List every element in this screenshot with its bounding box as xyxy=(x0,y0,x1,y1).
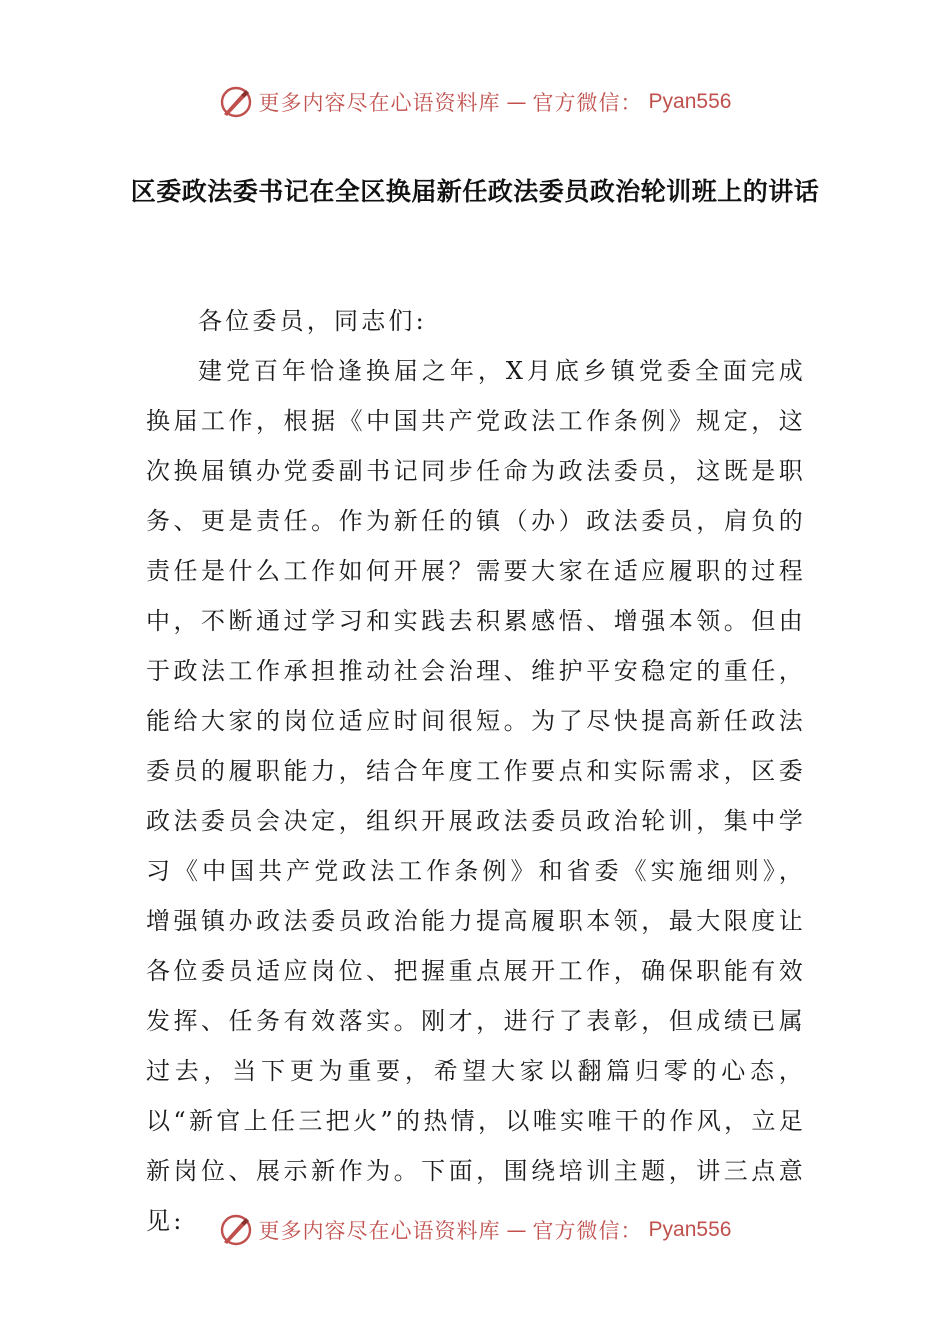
watermark-official: 官方微信： xyxy=(532,1219,643,1243)
document-body xyxy=(146,296,806,1246)
watermark-brand: 更多内容尽在心语资料库 xyxy=(258,1219,501,1243)
salutation: 各位委员，同志们: xyxy=(198,307,427,335)
pen-logo-icon xyxy=(219,1213,253,1247)
watermark-wechat-id: Pyan556 xyxy=(648,90,732,113)
document-title: 区委政法委书记在全区换届新任政法委员政治轮训班上的讲话 xyxy=(130,177,820,206)
watermark-wechat-id: Pyan556 xyxy=(648,1218,732,1241)
watermark-separator: — xyxy=(506,90,527,114)
footer-watermark xyxy=(0,1210,950,1250)
watermark-brand: 更多内容尽在心语资料库 xyxy=(258,91,501,115)
header-watermark xyxy=(0,82,950,122)
paragraph: 建党百年恰逢换届之年，X月底乡镇党委全面完成换届工作，根据《中国共产党政法工作条例》规定，这次换届镇办党委副书记同步任命为政法委员，这既是职务、更是责任。作为新任的镇（办）政法委员，肩负的责任是什么工作如何开展？需要大家在适应履职的过程中，不断通过学习和实践去积累感悟、增强本领。但由于政法工作承担推动社会治理、维护平安稳定的重任，能给大家的岗位适应时间很短。为了尽快提高新任政法委员的履职能力，结合年度工作要点和实际需求，区委政法委员会决定，组织开展政法委员政治轮训，集中学习《中国共产党政法工作条例》和省委《实施细则》，增强镇办政法委员政治能力提高履职本领，最大限度让各位委员适应岗位、把握重点展开工作，确保职能有效发挥、任务有效落实。刚才，进行了表彰，但成绩已属过去，当下更为重要，希望大家以翻篇归零的心态，以“新官上任三把火”的热情，以唯实唯干的作风，立足新岗位、展示新作为。下面，围绕培训主题，讲三点意见: xyxy=(146,357,806,1235)
watermark-official: 官方微信： xyxy=(532,91,643,115)
pen-logo-icon xyxy=(219,85,253,119)
watermark-separator: — xyxy=(506,1218,527,1242)
